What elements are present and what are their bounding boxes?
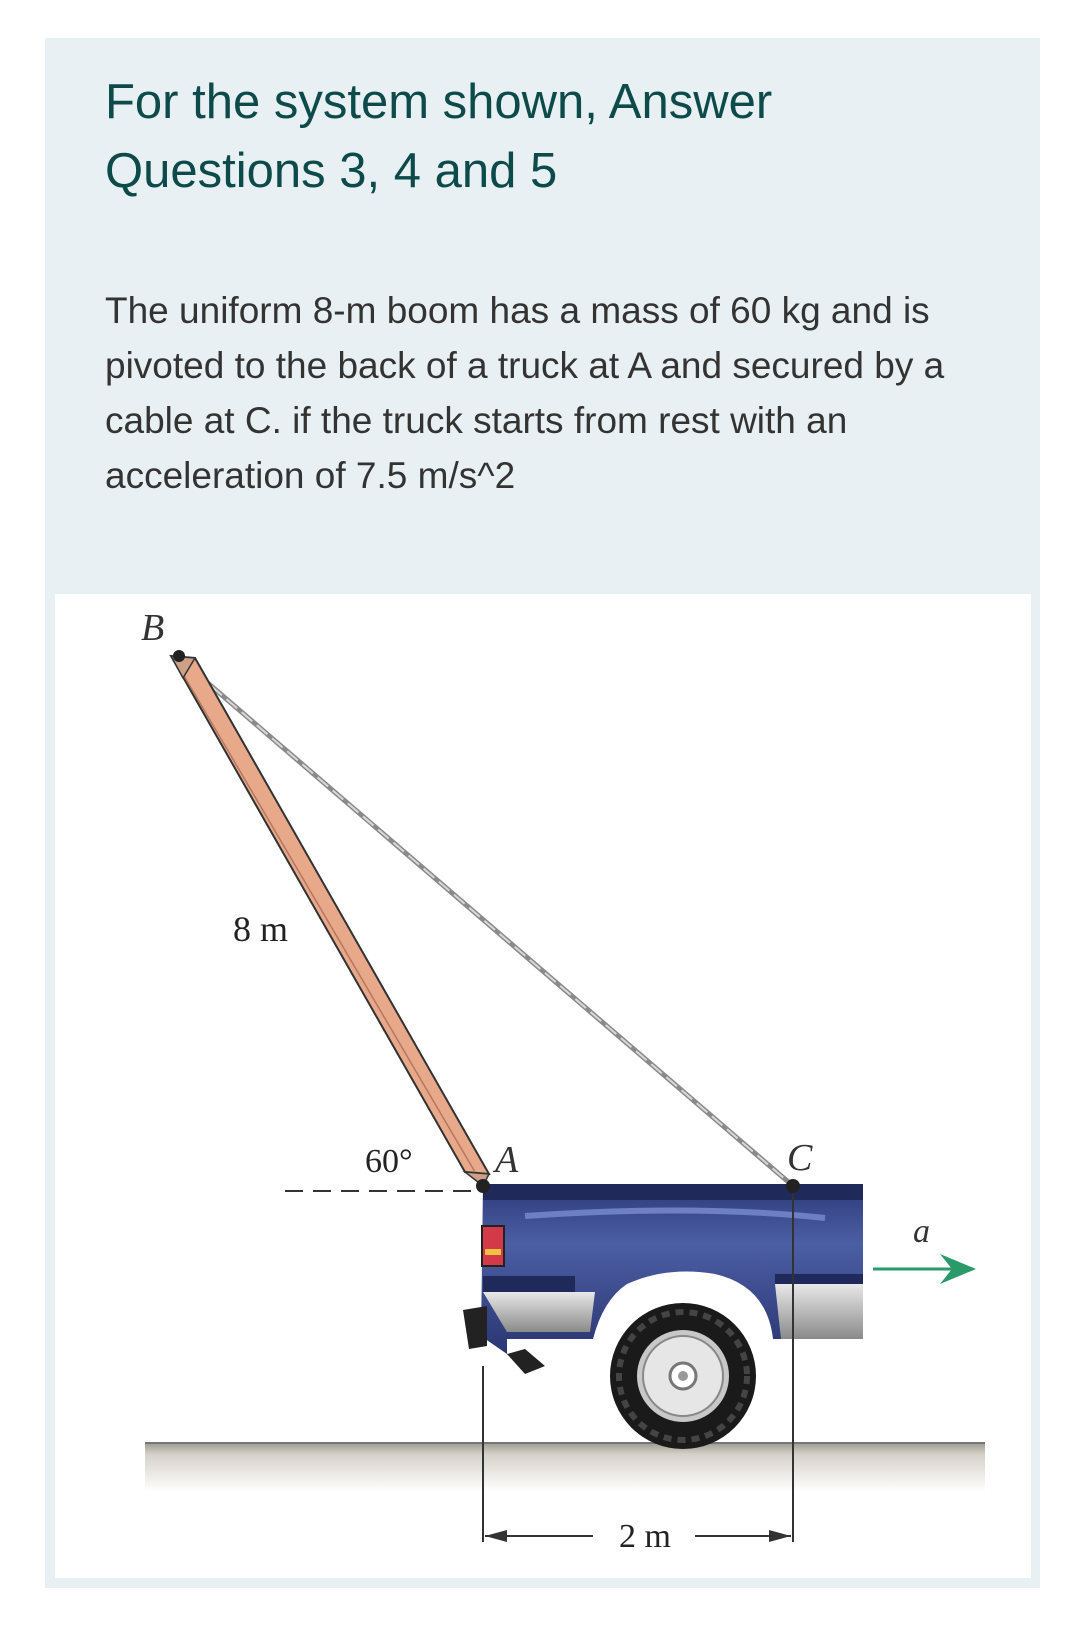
taillight <box>482 1226 504 1266</box>
boom <box>171 656 489 1186</box>
pin-a <box>476 1179 490 1193</box>
pin-b <box>173 650 185 662</box>
label-acceleration: a <box>913 1213 930 1250</box>
dimension-arrow-left <box>485 1530 507 1542</box>
label-c: C <box>787 1137 813 1179</box>
distance-label: 2 m <box>619 1518 671 1555</box>
wheel <box>610 1303 756 1449</box>
truck-boom-diagram <box>55 594 1031 1578</box>
ground <box>145 1442 985 1492</box>
label-a: A <box>495 1139 519 1181</box>
problem-figure <box>55 594 1031 1578</box>
label-b: B <box>141 607 165 649</box>
question-title: For the system shown, Answer Questions 3, 4 and 5 <box>105 75 773 198</box>
question-body: The uniform 8-m boom has a mass of 60 kg and is pivoted to the back of a truck at A and secured by a cable at C. if the truck starts from rest with an acceleration of 7.5 m/s^2 <box>105 290 945 496</box>
dimension-arrow-right <box>769 1530 791 1542</box>
angle-label: 60° <box>365 1143 413 1180</box>
pin-c <box>786 1179 800 1193</box>
boom-length-label: 8 m <box>233 909 289 949</box>
question-card <box>45 38 1040 1588</box>
